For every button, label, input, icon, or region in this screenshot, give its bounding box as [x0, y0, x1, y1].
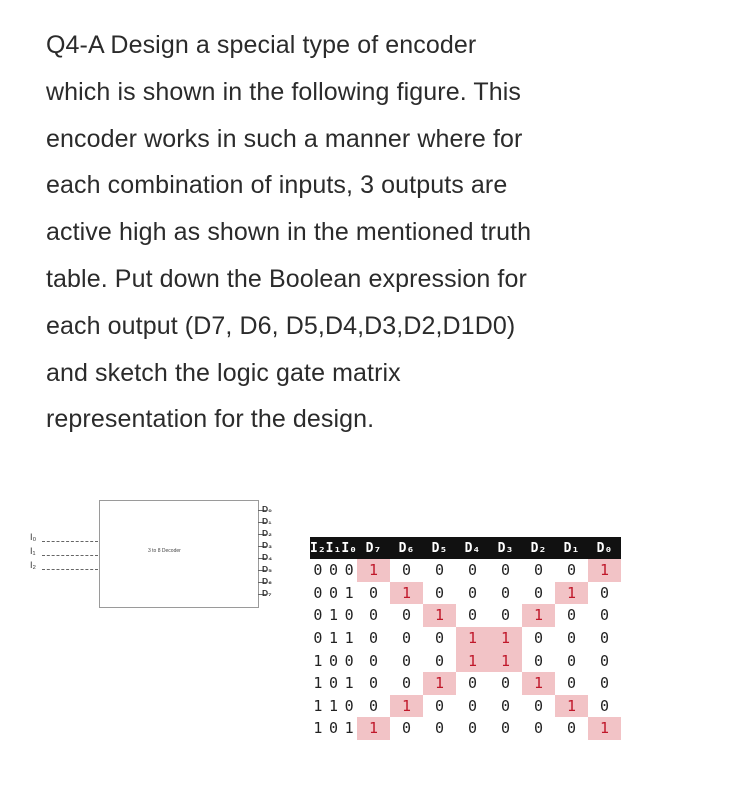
table-cell: 0: [500, 674, 510, 693]
table-cell: 0: [467, 606, 477, 625]
table-row: [310, 695, 621, 718]
table-cell: 0: [401, 606, 411, 625]
table-cell: 0: [566, 629, 576, 648]
table-cell: 0: [368, 674, 378, 693]
table-cell: 1: [313, 719, 323, 738]
table-cell: 0: [599, 629, 609, 648]
question-line-2: which is shown in the following figure. This: [46, 77, 522, 106]
header-d7: D₇: [357, 537, 390, 559]
encoder-block-diagram: [30, 490, 290, 630]
question-line-7: each output (D7, D6, D5,D4,D3,D2,D1D0): [46, 311, 516, 340]
table-cell: 0: [599, 651, 609, 670]
table-cell: 0: [368, 651, 378, 670]
table-cell: 1: [588, 717, 621, 740]
table-cell: 1: [344, 674, 354, 693]
table-cell: 0: [500, 719, 510, 738]
table-cell: 0: [401, 651, 411, 670]
table-cell: 0: [533, 561, 543, 580]
input-label-i2: I₂: [30, 560, 36, 570]
table-cell: 1: [390, 695, 423, 718]
table-cell: 1: [313, 651, 323, 670]
table-cell: 0: [500, 606, 510, 625]
table-cell: 1: [344, 629, 354, 648]
table-cell: 0: [566, 561, 576, 580]
table-cell: 1: [489, 627, 522, 650]
table-cell: 0: [533, 696, 543, 715]
table-cell: 1: [344, 583, 354, 602]
header-i0: I₀: [341, 537, 357, 559]
question-line-1: Q4-A Design a special type of encoder: [46, 31, 477, 59]
output-label-d3: D₃: [262, 540, 273, 550]
table-cell: 0: [401, 674, 411, 693]
header-d1: D₁: [555, 537, 588, 559]
table-cell: 0: [533, 629, 543, 648]
table-cell: 1: [328, 629, 338, 648]
truth-table-header-row: [310, 537, 621, 559]
table-cell: 0: [434, 561, 444, 580]
table-cell: 0: [368, 629, 378, 648]
table-cell: 0: [368, 696, 378, 715]
table-cell: 0: [500, 696, 510, 715]
table-cell: 0: [467, 719, 477, 738]
table-cell: 0: [434, 719, 444, 738]
encoder-box: [99, 500, 259, 608]
table-cell: 0: [434, 629, 444, 648]
table-cell: 0: [313, 561, 323, 580]
question-text: [46, 22, 706, 443]
table-cell: 0: [467, 583, 477, 602]
output-label-d0: D₀: [262, 504, 272, 514]
truth-table: [310, 537, 621, 740]
header-i2: I₂: [310, 537, 326, 559]
table-cell: 1: [313, 696, 323, 715]
table-row: [310, 717, 621, 740]
table-row: [310, 559, 621, 582]
input-label-i0: I₀: [30, 532, 37, 542]
table-cell: 0: [328, 583, 338, 602]
question-line-4: each combination of inputs, 3 outputs are: [46, 171, 508, 200]
table-cell: 0: [401, 629, 411, 648]
table-cell: 0: [344, 651, 354, 670]
table-cell: 0: [467, 674, 477, 693]
output-label-d4: D₄: [262, 552, 273, 562]
table-cell: 0: [313, 629, 323, 648]
question-line-3: encoder works in such a manner where for: [46, 124, 523, 153]
output-label-d7: D₇: [262, 588, 272, 598]
table-cell: 0: [566, 606, 576, 625]
header-d5: D₅: [423, 537, 456, 559]
table-cell: 1: [555, 582, 588, 605]
header-d3: D₃: [489, 537, 522, 559]
table-cell: 1: [344, 719, 354, 738]
table-cell: 1: [423, 604, 456, 627]
table-cell: 1: [522, 672, 555, 695]
table-row: [310, 604, 621, 627]
question-line-5: active high as shown in the mentioned truth: [46, 218, 532, 247]
table-cell: 1: [357, 559, 390, 582]
table-cell: 0: [434, 583, 444, 602]
header-d4: D₄: [456, 537, 489, 559]
table-cell: 1: [555, 695, 588, 718]
table-row: [310, 649, 621, 672]
table-cell: 0: [500, 561, 510, 580]
input-line-i1: [42, 555, 98, 556]
table-cell: 0: [401, 561, 411, 580]
table-cell: 0: [467, 696, 477, 715]
table-cell: 0: [566, 651, 576, 670]
input-line-i2: [42, 569, 98, 570]
table-cell: 0: [533, 583, 543, 602]
table-cell: 0: [434, 696, 444, 715]
header-i1: I₁: [326, 537, 342, 559]
table-cell: 1: [489, 649, 522, 672]
table-cell: 0: [368, 606, 378, 625]
table-cell: 0: [533, 719, 543, 738]
encoder-box-label: 3 to 8 Decoder: [148, 548, 181, 554]
table-cell: 0: [344, 606, 354, 625]
table-cell: 0: [434, 651, 444, 670]
table-cell: 0: [328, 674, 338, 693]
table-row: [310, 582, 621, 605]
table-cell: 0: [368, 583, 378, 602]
table-cell: 1: [328, 606, 338, 625]
table-cell: 0: [344, 561, 354, 580]
table-cell: 1: [456, 627, 489, 650]
table-cell: 0: [566, 719, 576, 738]
table-cell: 0: [344, 696, 354, 715]
header-d0: D₀: [588, 537, 621, 559]
table-cell: 1: [357, 717, 390, 740]
table-cell: 0: [599, 674, 609, 693]
header-d6: D₆: [390, 537, 423, 559]
table-cell: 0: [313, 606, 323, 625]
table-cell: 0: [599, 696, 609, 715]
table-cell: 0: [401, 719, 411, 738]
table-cell: 0: [328, 651, 338, 670]
table-cell: 0: [313, 583, 323, 602]
table-cell: 1: [456, 649, 489, 672]
header-d2: D₂: [522, 537, 555, 559]
output-label-d1: D₁: [262, 516, 272, 526]
output-label-d6: D₆: [262, 576, 272, 586]
table-cell: 1: [328, 696, 338, 715]
table-cell: 0: [566, 674, 576, 693]
table-row: [310, 672, 621, 695]
table-cell: 1: [390, 582, 423, 605]
table-cell: 0: [328, 719, 338, 738]
table-cell: 0: [500, 583, 510, 602]
question-line-6: table. Put down the Boolean expression for: [46, 264, 527, 293]
table-row: [310, 627, 621, 650]
table-cell: 0: [533, 651, 543, 670]
table-cell: 1: [588, 559, 621, 582]
output-label-d5: D₅: [262, 564, 273, 574]
table-cell: 1: [423, 672, 456, 695]
table-cell: 0: [328, 561, 338, 580]
question-line-8: and sketch the logic gate matrix: [46, 358, 401, 387]
table-cell: 0: [599, 606, 609, 625]
input-label-i1: I₁: [30, 546, 36, 556]
question-line-9: representation for the design.: [46, 405, 375, 434]
input-line-i0: [42, 541, 98, 542]
output-label-d2: D₂: [262, 528, 272, 538]
table-cell: 1: [313, 674, 323, 693]
table-cell: 0: [467, 561, 477, 580]
table-cell: 1: [522, 604, 555, 627]
table-cell: 0: [599, 583, 609, 602]
